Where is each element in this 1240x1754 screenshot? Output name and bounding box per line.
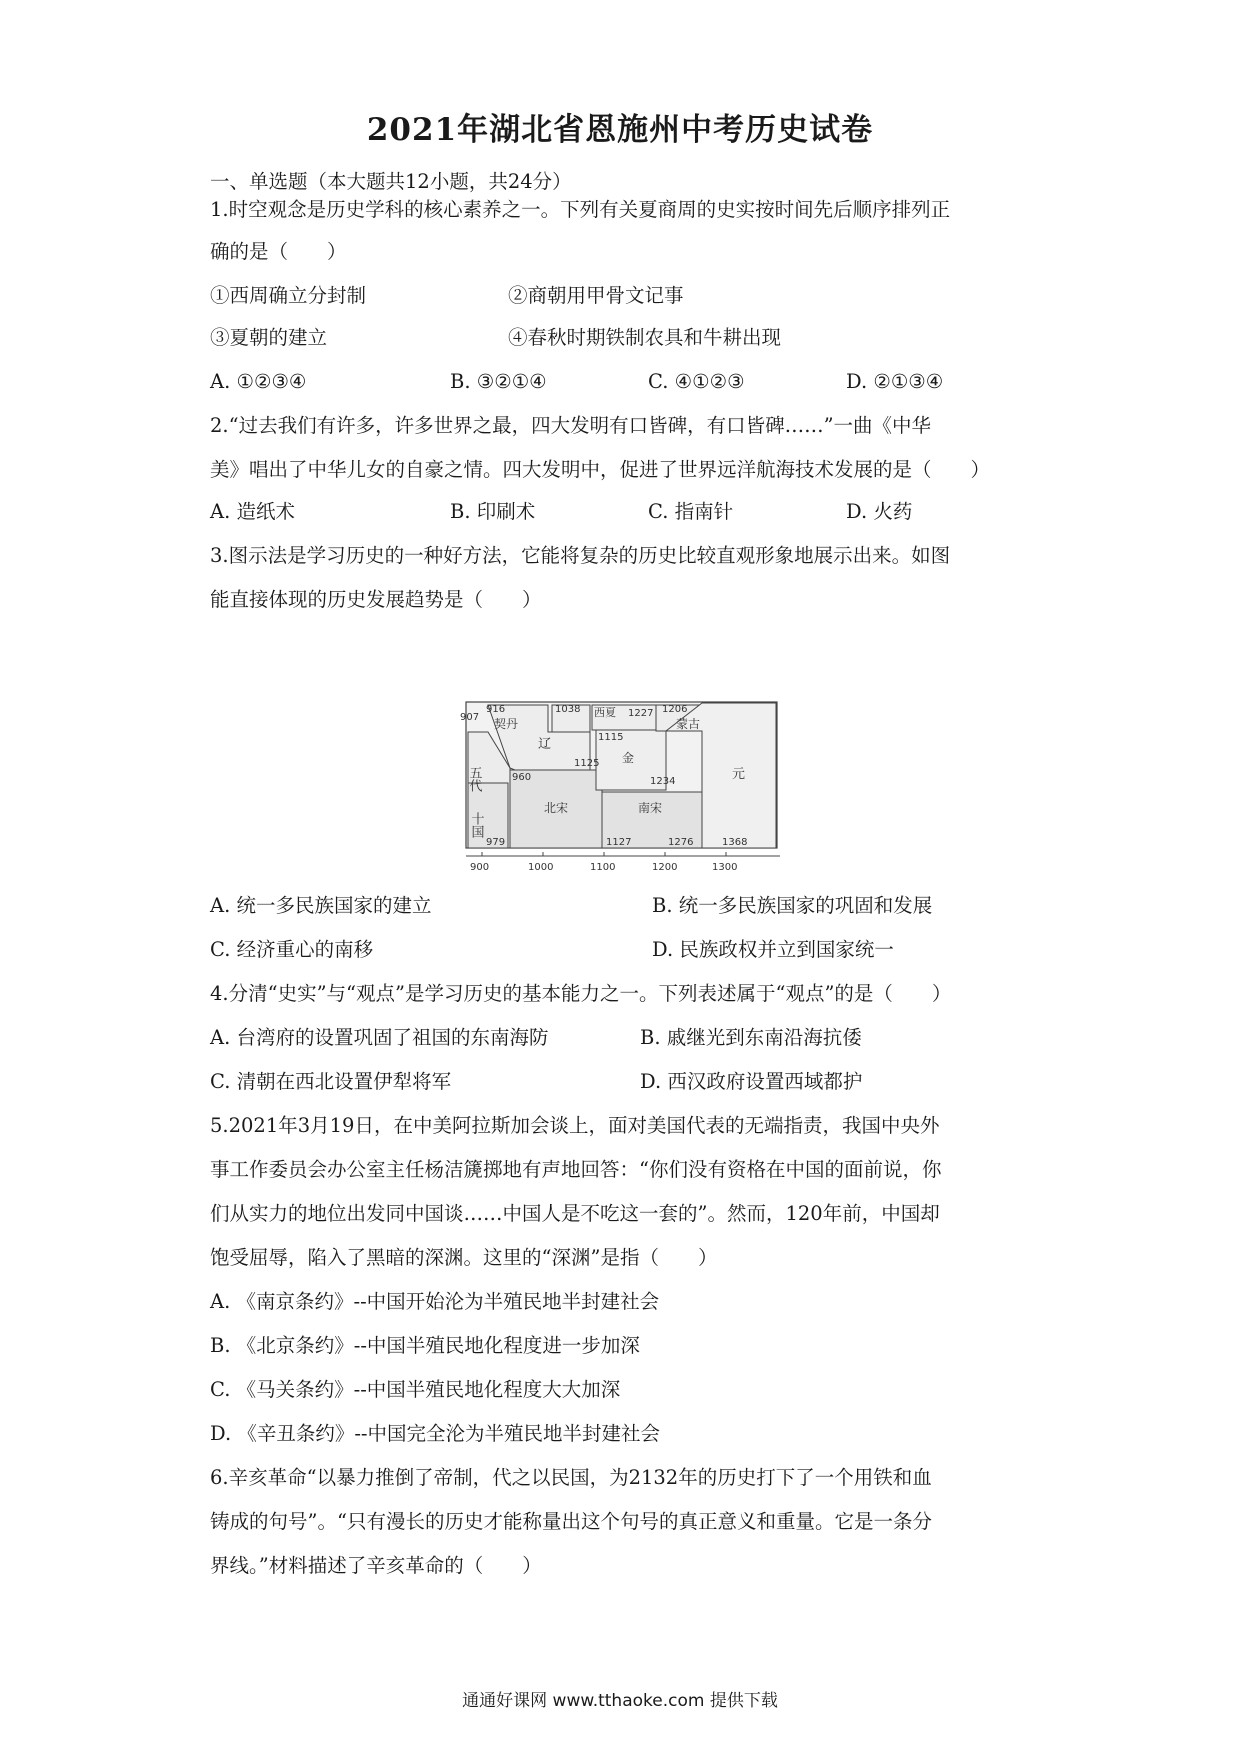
axis-label-900: 900 [470,862,490,873]
q2-option-b: B. 印刷术 [450,500,536,523]
question-6-text-2: 铸成的句号”。“只有漫长的历史才能称量出这个句号的真正意义和重量。它是一条分 [210,1510,932,1533]
question-5-text-4: 饱受屈辱，陷入了黑暗的深渊。这里的“深渊”是指（ ） [210,1246,718,1269]
question-5-text-3: 们从实力的地位出发同中国谈……中国人是不吃这一套的”。然而，120年前，中国却 [210,1202,940,1225]
q2-option-d: D. 火药 [846,500,913,523]
label-northern-song: 北宋 [544,801,569,815]
label-five-dynasties: 五代 [466,766,482,792]
question-5-text-2: 事工作委员会办公室主任杨洁篪掷地有声地回答：“你们没有资格在中国的面前说，你 [210,1158,942,1181]
question-1-text-cont: 确的是（ ） [210,240,347,263]
q1-option-a: A. ①②③④ [210,370,307,393]
q1-option-d: D. ②①③④ [846,370,944,393]
q3-option-c: C. 经济重心的南移 [210,938,374,961]
q3-option-d: D. 民族政权并立到国家统一 [652,938,894,961]
q4-option-c: C. 清朝在西北设置伊犁将军 [210,1070,452,1093]
year-1127: 1127 [606,837,632,848]
year-916: 916 [486,704,506,715]
year-1234: 1234 [650,776,676,787]
year-1125: 1125 [574,758,600,769]
label-mongol: 蒙古 [676,717,701,731]
year-1206: 1206 [662,704,688,715]
page-footer: 通通好课网 www.tthaoke.com 提供下载 [462,1691,778,1711]
question-3-text: 3.图示法是学习历史的一种好方法，它能将复杂的历史比较直观形象地展示出来。如图 [210,544,951,567]
q3-option-a: A. 统一多民族国家的建立 [210,894,432,917]
q5-option-d: D. 《辛丑条约》--中国完全沦为半殖民地半封建社会 [210,1422,661,1445]
q5-option-a: A. 《南京条约》--中国开始沦为半殖民地半封建社会 [210,1290,660,1313]
axis-label-1300: 1300 [712,862,738,873]
q2-option-c: C. 指南针 [648,500,734,523]
axis-label-1100: 1100 [590,862,616,873]
label-khitan: 契丹 [494,717,519,731]
question-5-text: 5.2021年3月19日，在中美阿拉斯加会谈上，面对美国代表的无端指责，我国中央外 [210,1114,940,1137]
q3-option-b: B. 统一多民族国家的巩固和发展 [652,894,933,917]
q1-item-1: ①西周确立分封制 [210,284,367,307]
question-1-text: 1.时空观念是历史学科的核心素养之一。下列有关夏商周的史实按时间先后顺序排列正 [210,198,951,221]
year-960: 960 [512,772,532,783]
label-yuan: 元 [732,767,746,782]
dynasty-timeline-svg [460,700,780,875]
question-6-text-3: 界线。”材料描述了辛亥革命的（ ） [210,1554,542,1577]
year-1038: 1038 [555,704,581,715]
year-1276: 1276 [668,837,694,848]
question-4-text: 4.分清“史实”与“观点”是学习历史的基本能力之一。下列表述属于“观点”的是（ ） [210,982,952,1005]
axis-label-1000: 1000 [528,862,554,873]
q2-option-a: A. 造纸术 [210,500,295,523]
q1-option-b: B. ③②①④ [450,370,547,393]
q1-item-2: ②商朝用甲骨文记事 [508,284,684,307]
question-6-text: 6.辛亥革命“以暴力推倒了帝制，代之以民国，为2132年的历史打下了一个用铁和血 [210,1466,932,1489]
year-1227: 1227 [628,708,654,719]
label-western-xia: 西夏 [594,706,616,719]
q4-option-a: A. 台湾府的设置巩固了祖国的东南海防 [210,1026,549,1049]
dynasty-timeline-diagram [460,700,780,879]
q1-option-c: C. ④①②③ [648,370,745,393]
year-1115: 1115 [598,732,624,743]
question-2-text-cont: 美》唱出了中华儿女的自豪之情。四大发明中，促进了世界远洋航海技术发展的是（ ） [210,458,991,481]
axis-label-1200: 1200 [652,862,678,873]
q1-item-3: ③夏朝的建立 [210,326,328,349]
question-2-text: 2.“过去我们有许多，许多世界之最，四大发明有口皆碑，有口皆碑……”一曲《中华 [210,414,932,437]
year-1368: 1368 [722,837,748,848]
section-heading: 一、单选题（本大题共12小题，共24分） [210,170,572,193]
q5-option-b: B. 《北京条约》--中国半殖民地化程度进一步加深 [210,1334,640,1357]
label-southern-song: 南宋 [638,801,663,815]
year-979: 979 [486,837,506,848]
question-3-text-cont: 能直接体现的历史发展趋势是（ ） [210,588,542,611]
q5-option-c: C. 《马关条约》--中国半殖民地化程度大大加深 [210,1378,621,1401]
page-title: 2021年湖北省恩施州中考历史试卷 [366,112,874,148]
label-ten-kingdoms: 十国 [468,812,484,838]
q4-option-b: B. 戚继光到东南沿海抗倭 [640,1026,862,1049]
label-liao: 辽 [538,737,552,752]
label-jin: 金 [622,751,635,765]
q4-option-d: D. 西汉政府设置西域都护 [640,1070,863,1093]
year-907: 907 [460,712,480,723]
q1-item-4: ④春秋时期铁制农具和牛耕出现 [508,326,782,349]
